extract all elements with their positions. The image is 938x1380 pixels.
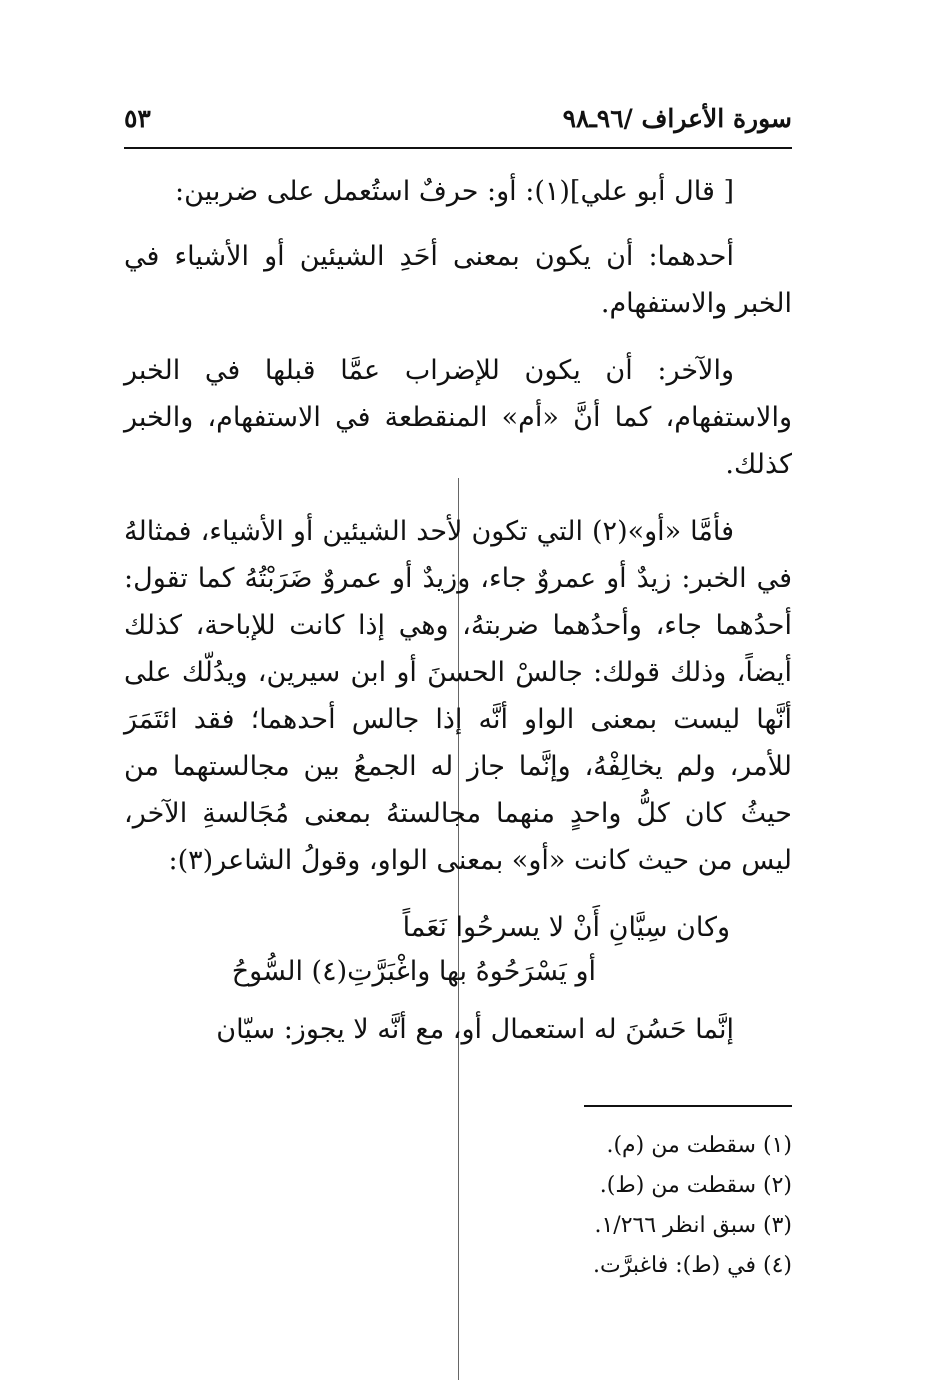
footnote: (٣) سبق انظر ١/٢٦٦.: [594, 1213, 792, 1238]
page-number: ٥٣: [124, 104, 151, 133]
footnote: (٢) سقطت من (ط).: [599, 1173, 792, 1198]
poetry-verse: [124, 904, 792, 1000]
verse-first-hemistich: وكان سِيَّانِ أَنْ لا يسرحُوا نَعَماً: [402, 912, 730, 943]
paragraph: والآخر: أن يكون للإضراب عمَّا قبلها في الخبر والاستفهام، كما أنَّ «أم» المنقطعة في الاستفهام، والخبر كذلك.: [124, 355, 792, 480]
verse-second-hemistich: أو يَسْرَحُوهُ بها واغْبَرَّتِ(٤) السُّوحُ: [231, 956, 596, 987]
paragraph: [ قال أبو علي](١): أو: حرفٌ استُعمل على ضربين:: [175, 176, 734, 207]
header-rule: [124, 147, 792, 149]
paragraph: فأمَّا «أو»(٢) التي تكون لأحد الشيئين أو الأشياء، فمثالهُ في الخبر: زيدٌ أو عمروٌ جاء، وزيدٌ أو عمروٌ ضَرَبْتُهُ كما تقول: أحدُهما جاء، وأحدُهما ضربتهُ، وهي إذا كانت للإباحة، كذلك أيضاً، وذلك قولك: جالسْ الحسنَ أو ابن سيرين، ويدُلّك على أنَّها ليست بمعنى الواو أنَّه إذا جالس أحدهما؛ فقد ائتَمَرَ للأمر، ولم يخالِفْهُ، وإنَّما جاز له الجمعُ بين مجالستهما من حيثُ كان كلُّ واحدٍ منهما مجالستهُ بمعنى مُجَالسةِ الآخر، ليس من حيث كانت «أو» بمعنى الواو، وقولُ الشاعر(٣):: [124, 516, 792, 876]
footnote: (٤) في (ط): فاغبرَّت.: [593, 1253, 792, 1278]
page-header: [124, 104, 792, 146]
paragraph: أحدهما: أن يكون بمعنى أحَدِ الشيئين أو الأشياء في الخبر والاستفهام.: [124, 241, 792, 319]
footnotes: [124, 1126, 792, 1286]
main-text: [124, 168, 792, 1053]
footnote: (١) سقطت من (م).: [606, 1133, 792, 1158]
paragraph: إنَّما حَسُنَ له استعمال أو، مع أنَّه لا يجوز: سيّان: [216, 1014, 734, 1045]
footnote-rule: [584, 1105, 792, 1107]
running-title: سورة الأعراف /٩٦ـ٩٨: [562, 104, 792, 133]
